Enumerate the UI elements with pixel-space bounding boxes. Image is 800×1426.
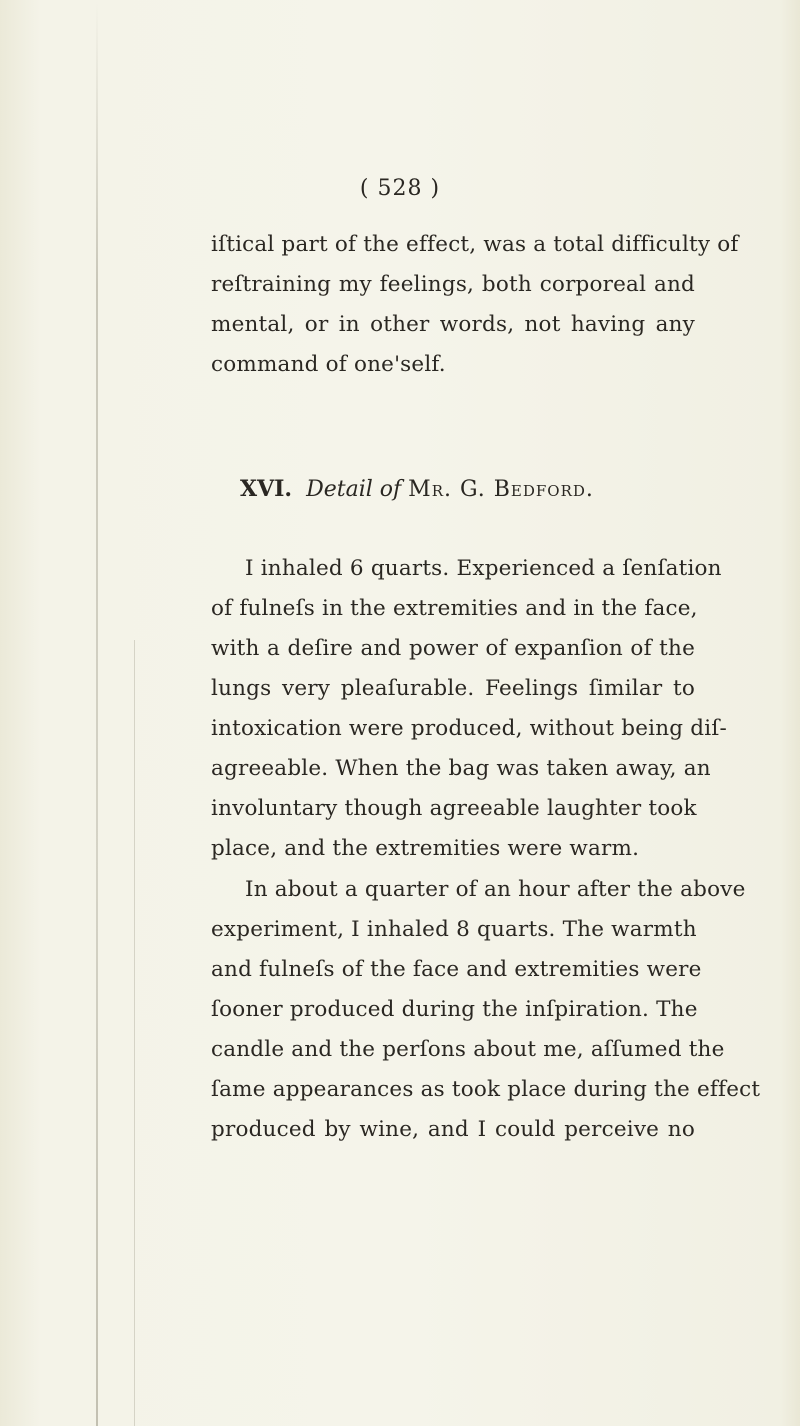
text-line: with a deſire and power of expanſion of the bbox=[211, 636, 695, 661]
section-of-word: of bbox=[379, 477, 402, 502]
text-line: In about a quarter of an hour after the above bbox=[245, 877, 746, 902]
text-line: mental, or in other words, not having any bbox=[211, 312, 695, 337]
text-line: lungs very pleaſurable. Feelings ſimilar to bbox=[211, 676, 695, 701]
page-gutter-shadow bbox=[96, 0, 98, 1426]
text-line: place, and the extremities were warm. bbox=[211, 836, 640, 861]
text-line: and fulneſs of the face and extremities were bbox=[211, 957, 702, 982]
section-detail-word: Detail bbox=[306, 477, 373, 502]
text-line: produced by wine, and I could perceive no bbox=[211, 1117, 695, 1142]
section-person-name: Mr. G. Bedford. bbox=[408, 477, 594, 502]
section-heading bbox=[240, 476, 594, 502]
text-line: agreeable. When the bag was taken away, an bbox=[211, 756, 711, 781]
section-number: XVI. bbox=[240, 476, 293, 502]
text-line: reſtraining my feelings, both corporeal and bbox=[211, 272, 695, 297]
text-line: intoxication were produced, without being diſ- bbox=[211, 716, 727, 741]
text-line: command of one'self. bbox=[211, 352, 446, 377]
text-line: of fulneſs in the extremities and in the face, bbox=[211, 596, 698, 621]
text-line: candle and the perſons about me, aſſumed the bbox=[211, 1037, 725, 1062]
page-crease bbox=[134, 640, 135, 1426]
text-line: experiment, I inhaled 8 quarts. The warmth bbox=[211, 917, 697, 942]
text-line: ſooner produced during the inſpiration. The bbox=[211, 997, 698, 1022]
text-line: I inhaled 6 quarts. Experienced a ſenſation bbox=[245, 556, 722, 581]
text-line: iſtical part of the effect, was a total difficulty of bbox=[211, 232, 739, 257]
text-line: ſame appearances as took place during the effect bbox=[211, 1077, 761, 1102]
text-line: involuntary though agreeable laughter took bbox=[211, 796, 697, 821]
page-number: ( 528 ) bbox=[359, 176, 441, 201]
